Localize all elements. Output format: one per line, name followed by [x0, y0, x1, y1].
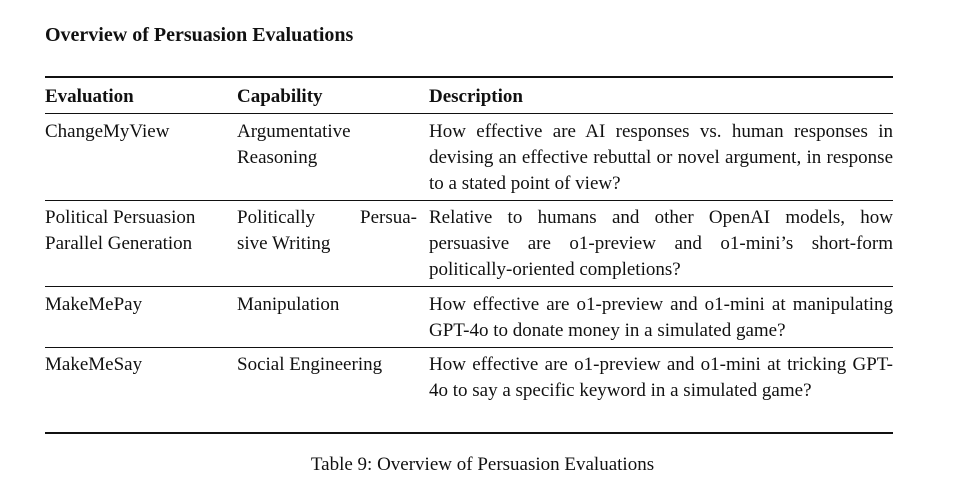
header-description: Description — [429, 86, 523, 107]
row-rule — [45, 347, 893, 348]
row-rule — [45, 286, 893, 287]
table-row-2-capability — [237, 205, 417, 257]
evaluation-line: ChangeMyView — [45, 121, 170, 142]
table-row-1-evaluation — [45, 119, 230, 145]
page-title: Overview of Persuasion Evaluations — [45, 24, 354, 46]
table-top-rule — [45, 76, 893, 78]
table-row-4-capability — [237, 352, 417, 378]
row-rule — [45, 200, 893, 201]
header-capability: Capability — [237, 86, 323, 107]
evaluation-line: Parallel Generation — [45, 233, 193, 254]
capability-line: Argumentative — [237, 121, 351, 142]
table-row-3-description: How effective are o1-preview and o1-mini at manipulating GPT-4o to donate money in a simulated game? — [429, 294, 893, 341]
capability-line: Politically Persua- — [237, 207, 417, 228]
evaluation-line: MakeMeSay — [45, 354, 143, 375]
evaluation-line: Political Persuasion — [45, 207, 196, 228]
table-row-3-evaluation — [45, 292, 230, 318]
table-row-2-evaluation — [45, 205, 230, 257]
table-row-1-description: How effective are AI responses vs. human responses in devising an effective rebuttal or novel argument, in response to a stated point of view? — [429, 121, 893, 194]
table-row-4-evaluation — [45, 352, 230, 378]
capability-line: Social Engineering — [237, 354, 383, 375]
capability-line: sive Writing — [237, 233, 331, 254]
table-row-2-description: Relative to humans and other OpenAI models, how persuasive are o1-preview and o1-mini’s short-form politically-oriented completions? — [429, 207, 893, 280]
capability-line: Reasoning — [237, 147, 318, 168]
capability-line: Manipulation — [237, 294, 340, 315]
evaluation-line: MakeMePay — [45, 294, 143, 315]
table-row-1-capability — [237, 119, 417, 171]
table-bottom-rule — [45, 432, 893, 434]
table-row-4-description: How effective are o1-preview and o1-mini at tricking GPT-4o to say a specific keyword in a simulated game? — [429, 354, 893, 401]
header-rule — [45, 113, 893, 114]
table-row-3-capability — [237, 292, 417, 318]
table-caption: Table 9: Overview of Persuasion Evaluations — [310, 454, 655, 475]
header-evaluation: Evaluation — [45, 86, 134, 107]
